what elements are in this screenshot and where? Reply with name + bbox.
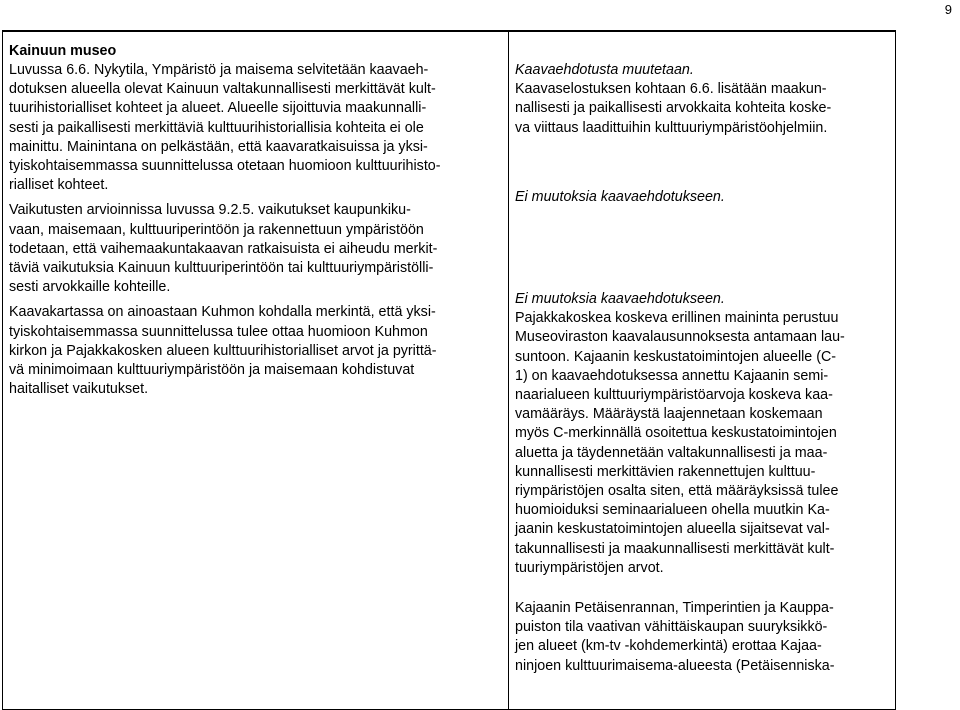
response-cell [509, 32, 896, 710]
response-3-title: Ei muutoksia kaavaehdotukseen. [515, 291, 725, 308]
statement-paragraph-3: Kaavakartassa on ainoastaan Kuhmon kohdalla merkintä, että yksi- tyiskohtaisemmassa suunnittelussa tulee ottaa huomioon Kuhmon kirkon ja Pajakkakosken alueen kulttuurihistorialliset arvot ja pyrittä- vä minimoimaan kulttuuriympäristöön ja maisemaan kohdistuvat haitalliset vaikutukset. [9, 304, 437, 398]
response-3-text: Pajakkakoskea koskeva erillinen maininta perustuu Museoviraston kaavalausunnoksesta antamaan lau- suntoon. Kajaanin keskustatoimintojen alueelle (C- 1) on kaavaehdotuksessa annettu Kajaanin semi- naarialueen kulttuuriympäristöarvoja koskeva kaa- vamääräys. Määräystä laajennetaan koskemaan myös C-merkinnällä osoitettua keskustatoimintojen aluetta ja täydennetään valtakunnallisesti ja maa- kunnallisesti merkittävien rakennettujen kulttuu- riympäristöjen osalta siten, että määräyksissä tulee huomioiduksi seminaarialueen ohella muutkin Ka- jaanin keskustatoimintojen alueella sijaitsevat val- takunnallisesti ja maakunnallisesti merkittävät kult- tuuriympäristöjen arvot. [515, 310, 845, 576]
response-4-text: Kajaanin Petäisenrannan, Timperintien ja Kauppa- puiston tila vaativan vähittäiskaupan suuryksikkö- jen alueet (km-tv -kohdemerkintä) erottaa Kajaa- ninjoen kulttuurimaisema-alueesta (Petäisenniska- [515, 600, 835, 674]
response-1-text: Kaavaselostuksen kohtaan 6.6. lisätään maakun- nallisesti ja paikallisesti arvokkaita kohteita koske- va viittaus laadittuihin kulttuuriympäristöohjelmiin. [515, 81, 832, 136]
statement-cell [3, 32, 509, 710]
statement-heading: Kainuun museo [9, 43, 117, 59]
statement-paragraph-1: Luvussa 6.6. Nykytila, Ympäristö ja maisema selvitetään kaavaeh- dotuksen alueella olevat Kainuun valtakunnallisesti merkittävät kult- tuurihistorialliset kohteet ja alueet. Alueelle sijoittuvia maakunnalli- sesti ja paikallisesti merkittäviä kulttuurihistoriallisia kohteita ei ole mainittu. Mainintana on pelkästään, että kaavaratkaisuissa ja yksi- tyiskohtaisemmassa suunnittelussa otetaan huomioon kulttuurihisto- rialliset kohteet. [9, 62, 441, 194]
content-row [3, 32, 896, 710]
statement-response-table [2, 30, 896, 710]
response-1-title: Kaavaehdotusta muutetaan. [515, 62, 694, 78]
response-2-text: Ei muutoksia kaavaehdotukseen. [515, 188, 725, 205]
statement-paragraph-2: Vaikutusten arvioinnissa luvussa 9.2.5. vaikutukset kaupunkiku- vaan, maisemaan, kulttuuriperintöön ja rakennettuun ympäristöön todetaan, että vaihemaakuntakaavan ratkaisuista ei aiheudu merkit- täviä vaikutuksia Kainuun kulttuuriperintöön tai kulttuuriympäristölli- sesti arvokkaille kohteille. [9, 202, 438, 296]
page-number: 9 [944, 2, 952, 17]
